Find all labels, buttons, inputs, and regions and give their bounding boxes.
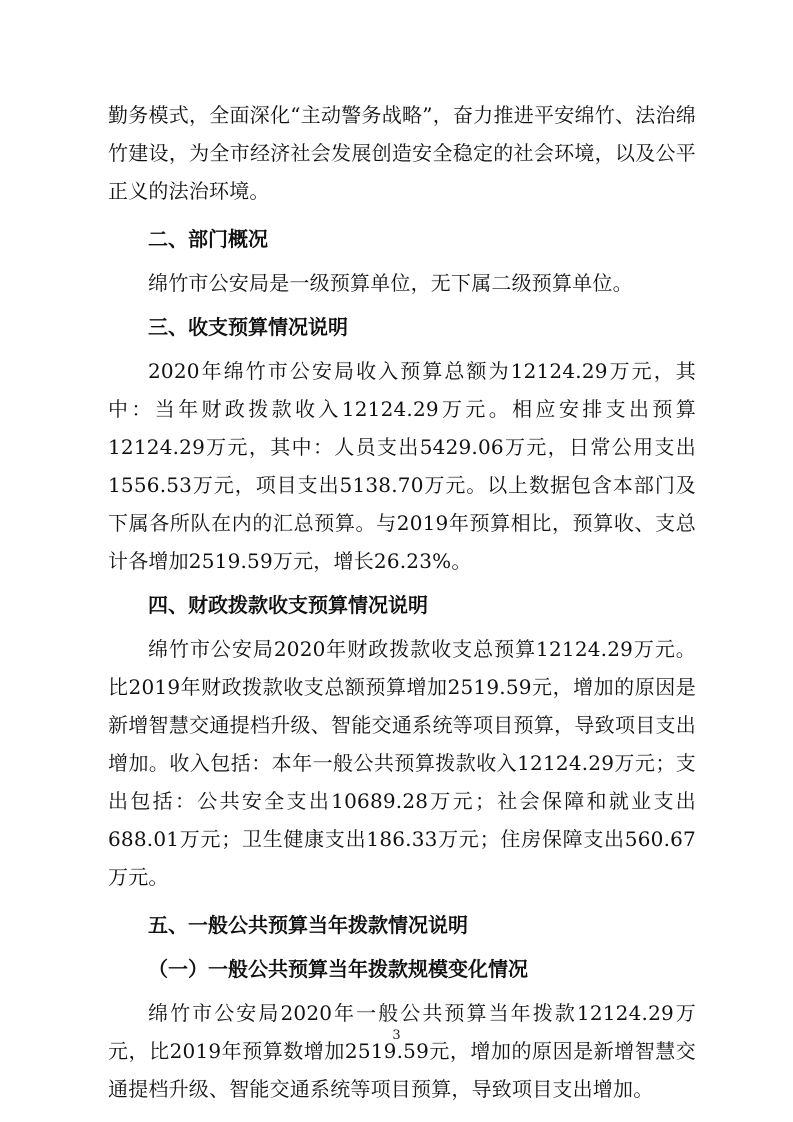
subsection-heading-scale-change: （一）一般公共预算当年拨款规模变化情况 xyxy=(148,957,528,981)
paragraph-budget-summary: 2020年绵竹市公安局收入预算总额为12124.29万元，其中：当年财政拨款收入12124.29万元。相应安排支出预算12124.29万元，其中：人员支出5429.06万元，日常公用支出1556.53万元，项目支出5138.70万元。以上数据包含本部门及下属各所队在内的汇总预算。与2019年预算相比，预算收、支总计各增加2519.59万元，增长26.23%。 xyxy=(108,359,696,573)
page-number: 3 xyxy=(392,1028,401,1043)
section-heading-budget-summary: 三、收支预算情况说明 xyxy=(148,315,348,339)
section-heading-fiscal-allocation: 四、财政拨款收支预算情况说明 xyxy=(148,593,428,617)
paragraph-continuation: 勤务模式，全面深化“主动警务战略”，奋力推进平安绵竹、法治绵竹建设，为全市经济社会发展创造安全稳定的社会环境，以及公平正义的法治环境。 xyxy=(108,103,696,203)
page-body xyxy=(108,96,696,1108)
paragraph-dept-overview: 绵竹市公安局是一级预算单位，无下属二级预算单位。 xyxy=(148,271,633,295)
section-heading-general-public-budget: 五、一般公共预算当年拨款情况说明 xyxy=(148,913,468,937)
paragraph-scale-change: 绵竹市公安局2020年一般公共预算当年拨款12124.29万元，比2019年预算数增加2519.59元，增加的原因是新增智慧交通提档升级、智能交通系统等项目预算，导致项目支出增加。 xyxy=(108,1001,696,1101)
paragraph-fiscal-allocation: 绵竹市公安局2020年财政拨款收支总预算12124.29万元。比2019年财政拨款收支总额预算增加2519.59元，增加的原因是新增智慧交通提档升级、智能交通系统等项目预算，导致项目支出增加。收入包括：本年一般公共预算拨款收入12124.29万元；支出包括：公共安全支出10689.28万元；社会保障和就业支出688.01万元；卫生健康支出186.33万元；住房保障支出560.67万元。 xyxy=(108,637,696,889)
section-heading-dept-overview: 二、部门概况 xyxy=(148,227,268,251)
